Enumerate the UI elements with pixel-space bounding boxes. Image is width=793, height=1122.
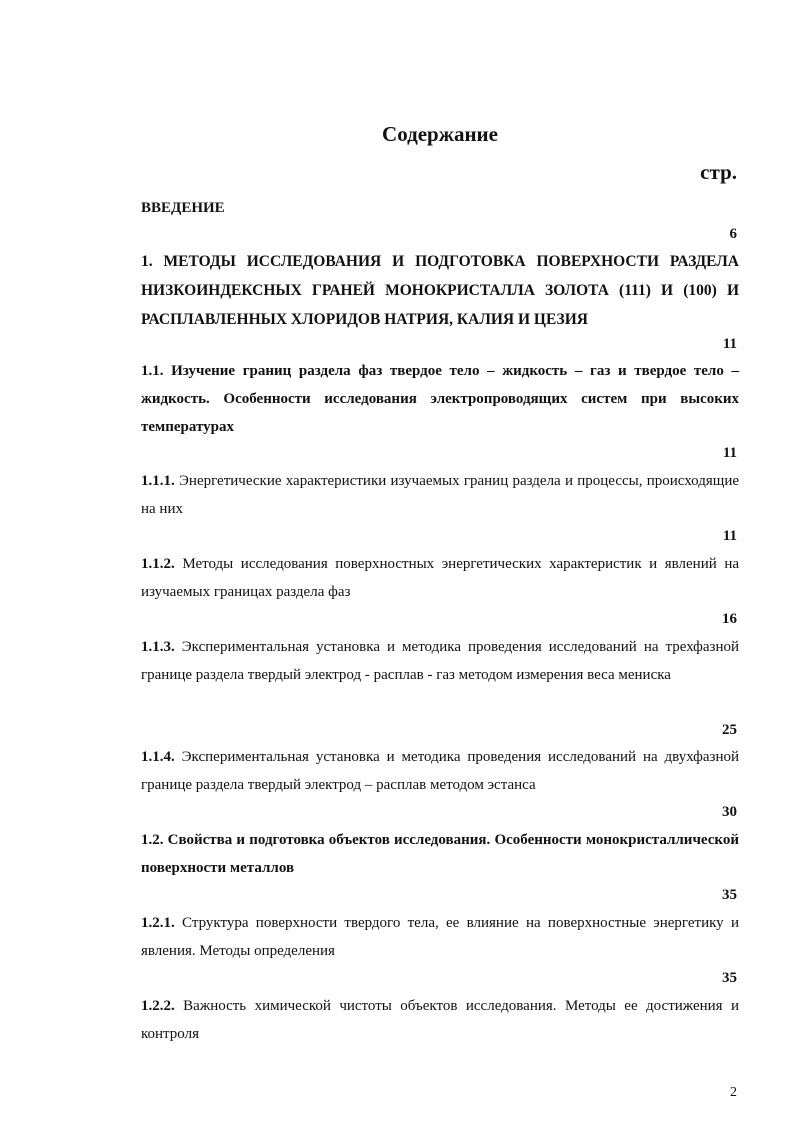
- toc-entry-section-1-1-3: [141, 633, 739, 689]
- toc-page-number: 35: [722, 970, 737, 986]
- toc-entry-text: Важность химической чистоты объектов исследования. Методы ее достижения и контроля: [141, 998, 739, 1042]
- page-column-label: стр.: [700, 160, 737, 184]
- toc-entry-text: Экспериментальная установка и методика проведения исследований на двухфазной границе раздела твердый электрод – расплав методом эстанса: [141, 749, 740, 793]
- toc-page-number: 16: [722, 611, 737, 627]
- toc-page-number: 35: [722, 887, 737, 903]
- page-title: Содержание: [382, 122, 498, 146]
- toc-entry-number: 1.1.3.: [141, 639, 175, 655]
- toc-entry-section-1-1-1: [141, 467, 739, 523]
- toc-page-number: 25: [722, 722, 737, 738]
- toc-entry-section-1-1-4: [141, 743, 739, 799]
- toc-entry-section-1-2: [141, 826, 739, 882]
- toc-entry-number: 1.1.2.: [141, 556, 175, 572]
- toc-entry-number: 1.2.1.: [141, 915, 175, 931]
- toc-entry-number: 1.2.2.: [141, 998, 175, 1014]
- toc-page-number: 11: [722, 445, 737, 461]
- toc-entry-text: 1.2. Свойства и подготовка объектов исследования. Особенности монокристаллической поверхности металлов: [141, 832, 739, 876]
- toc-entry-text: Структура поверхности твердого тела, ее влияние на поверхностные энергетику и явления. Методы определения: [141, 915, 739, 959]
- toc-entry-text: 1. МЕТОДЫ ИССЛЕДОВАНИЯ И ПОДГОТОВКА ПОВЕРХНОСТИ РАЗДЕЛА НИЗКОИНДЕКСНЫХ ГРАНЕЙ МОНОКРИСТАЛЛА ЗОЛОТА (111) И (100) И РАСПЛАВЛЕННЫХ ХЛОРИДОВ НАТРИЯ, КАЛИЯ И ЦЕЗИЯ: [141, 253, 739, 328]
- toc-entry-text: Экспериментальная установка и методика проведения исследований на трехфазной границе раздела твердый электрод - расплав - газ методом измерения веса мениска: [141, 639, 740, 683]
- toc-entry-section-1-1-2: [141, 550, 739, 606]
- toc-page-number: 11: [722, 528, 737, 544]
- toc-entry-section-1-2-2: [141, 992, 739, 1048]
- toc-entry-section-1-1: [141, 357, 739, 441]
- toc-entry-text: Методы исследования поверхностных энергетических характеристик и явлений на изучаемых границах раздела фаз: [141, 556, 740, 600]
- toc-page-number: 6: [729, 226, 737, 242]
- toc-page-number: 11: [722, 336, 737, 352]
- toc-entry-text: ВВЕДЕНИЕ: [141, 200, 225, 216]
- footer-page-number: 2: [730, 1085, 737, 1100]
- toc-entry-introduction: [141, 194, 739, 222]
- toc-entry-chapter-1: [141, 247, 739, 334]
- toc-entry-text: Энергетические характеристики изучаемых границ раздела и процессы, происходящие на них: [141, 473, 740, 517]
- toc-entry-text: 1.1. Изучение границ раздела фаз твердое тело – жидкость – газ и твердое тело – жидкость. Особенности исследования электропроводящих систем при высоких температурах: [141, 363, 739, 435]
- toc-page-number: 30: [722, 804, 737, 820]
- toc-entry-number: 1.1.4.: [141, 749, 175, 765]
- toc-entry-section-1-2-1: [141, 909, 739, 965]
- toc-entry-number: 1.1.1.: [141, 473, 175, 489]
